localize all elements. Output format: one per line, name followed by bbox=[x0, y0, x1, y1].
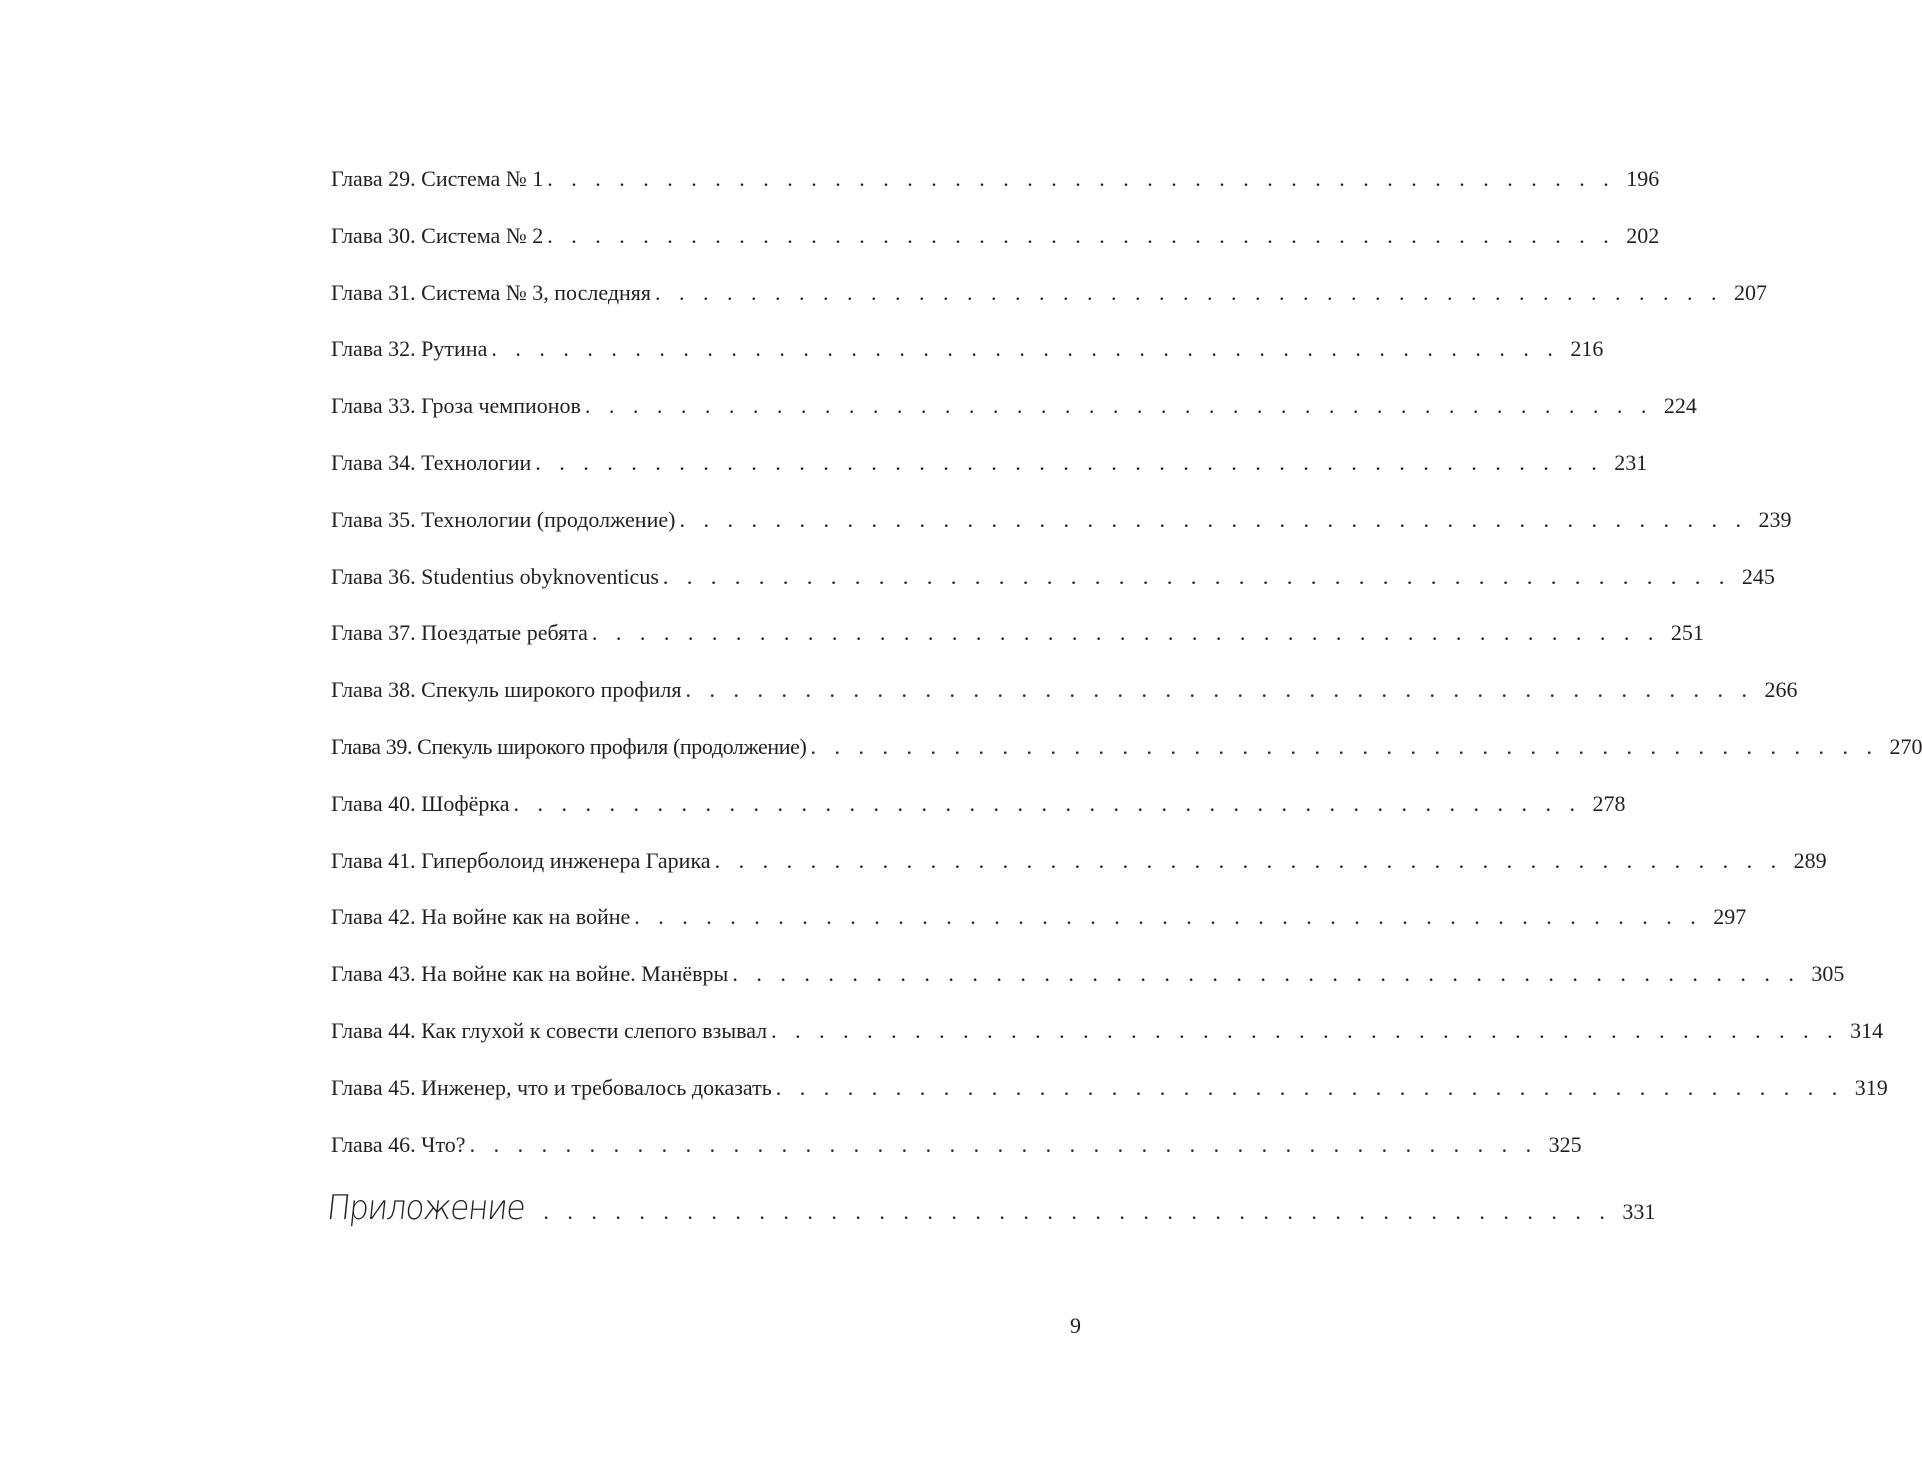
toc-entry-page: 266 bbox=[1764, 677, 1798, 703]
toc-entry-title: Глава 35. Технологии (продолжение) bbox=[331, 506, 676, 532]
toc-entry-page: 207 bbox=[1734, 279, 1768, 305]
toc-entry bbox=[331, 677, 1798, 734]
toc-entry-page: 297 bbox=[1713, 904, 1747, 930]
toc-entry-page: 239 bbox=[1758, 506, 1792, 532]
toc-entry-title: Глава 38. Спекуль широкого профиля bbox=[331, 677, 682, 703]
toc-entry-title: Глава 39. Спекуль широкого профиля (продолжение) bbox=[331, 733, 807, 759]
toc-entry-page: 305 bbox=[1811, 961, 1845, 987]
toc-entry bbox=[331, 222, 1660, 280]
toc-dot-leader: . . . . . . . . . . . . . . . . . . . . . . . . . . . . . . . . . . . . . . . . . . . . . bbox=[662, 563, 1731, 589]
toc-dot-leader: . . . . . . . . . . . . . . . . . . . . . . . . . . . . . . . . . . . . . . . . . . . . . bbox=[547, 222, 1616, 248]
toc-dot-leader: . . . . . . . . . . . . . . . . . . . . . . . . . . . . . . . . . . . . . . . . . . . . . bbox=[775, 1074, 1844, 1100]
appendix-page: 331 bbox=[1622, 1199, 1656, 1225]
toc-dot-leader: . . . . . . . . . . . . . . . . . . . . . . . . . . . . . . . . . . . . . . . . . . . . . bbox=[714, 847, 1783, 873]
toc-entry bbox=[331, 1074, 1888, 1132]
toc-entry-page: 202 bbox=[1626, 222, 1660, 248]
page-number: 9 bbox=[1070, 1313, 1081, 1338]
toc-entry-title: Глава 30. Система № 2 bbox=[331, 222, 544, 248]
toc-entry-title: Глава 34. Технологии bbox=[331, 449, 532, 475]
toc-entry-title: Глава 31. Система № 3, последняя bbox=[331, 279, 652, 305]
toc-dot-leader: . . . . . . . . . . . . . . . . . . . . . . . . . . . . . . . . . . . . . . . . . . . . . bbox=[543, 1199, 1612, 1225]
toc-entry-page: 270 bbox=[1889, 733, 1922, 759]
toc-entry-title: Глава 45. Инженер, что и требовалось доказать bbox=[331, 1074, 772, 1100]
toc-entry-page: 314 bbox=[1850, 1017, 1884, 1043]
toc-entry-page: 216 bbox=[1570, 336, 1604, 362]
toc-dot-leader: . . . . . . . . . . . . . . . . . . . . . . . . . . . . . . . . . . . . . . . . . . . . . bbox=[491, 336, 1560, 362]
toc-entry-title: Глава 41. Гиперболоид инженера Гарика bbox=[331, 847, 711, 873]
toc-dot-leader: . . . . . . . . . . . . . . . . . . . . . . . . . . . . . . . . . . . . . . . . . . . . . bbox=[655, 279, 1724, 305]
toc-dot-leader: . . . . . . . . . . . . . . . . . . . . . . . . . . . . . . . . . . . . . . . . . . . . . bbox=[771, 1017, 1840, 1043]
toc-dot-leader: . . . . . . . . . . . . . . . . . . . . . . . . . . . . . . . . . . . . . . . . . . . . . bbox=[535, 449, 1604, 475]
toc-entry bbox=[331, 961, 1845, 1018]
toc-entry-title: Глава 40. Шофёрка bbox=[331, 790, 510, 816]
toc-entry-page: 196 bbox=[1626, 166, 1660, 191]
toc-entry bbox=[331, 393, 1697, 450]
appendix-title: Приложение bbox=[325, 1188, 527, 1229]
toc-dot-leader: . . . . . . . . . . . . . . . . . . . . . . . . . . . . . . . . . . . . . . . . . . . . . bbox=[513, 790, 1582, 816]
toc-entry bbox=[331, 620, 1704, 677]
toc-entry-title: Глава 33. Гроза чемпионов bbox=[331, 393, 581, 419]
toc-entry-page: 289 bbox=[1793, 847, 1827, 873]
toc-entry-title: Глава 42. На войне как на войне bbox=[331, 904, 631, 930]
toc-dot-leader: . . . . . . . . . . . . . . . . . . . . . . . . . . . . . . . . . . . . . . . . . . . . . bbox=[634, 904, 1703, 930]
toc-dot-leader: . . . . . . . . . . . . . . . . . . . . . . . . . . . . . . . . . . . . . . . . . . . . . bbox=[732, 961, 1801, 987]
toc-entry-page: 278 bbox=[1592, 790, 1626, 816]
toc-entry bbox=[331, 1017, 1884, 1075]
toc-entry-title: Глава 32. Рутина bbox=[331, 336, 488, 362]
toc-dot-leader: . . . . . . . . . . . . . . . . . . . . . . . . . . . . . . . . . . . . . . . . . . . . . bbox=[591, 620, 1660, 646]
toc-entry-appendix bbox=[325, 1188, 1656, 1250]
toc-entry-title: Глава 43. На войне как на войне. Манёвры bbox=[331, 961, 729, 987]
toc-entry bbox=[331, 790, 1626, 848]
toc-entry bbox=[331, 904, 1747, 961]
toc-entry bbox=[331, 847, 1827, 905]
toc-entry-title: Глава 46. Что? bbox=[331, 1131, 466, 1157]
table-of-contents bbox=[325, 166, 1922, 1250]
toc-entry-title: Глава 44. Как глухой к совести слепого взывал bbox=[331, 1017, 768, 1043]
toc-entry bbox=[331, 279, 1768, 337]
toc-dot-leader: . . . . . . . . . . . . . . . . . . . . . . . . . . . . . . . . . . . . . . . . . . . . . bbox=[679, 506, 1748, 532]
toc-dot-leader: . . . . . . . . . . . . . . . . . . . . . . . . . . . . . . . . . . . . . . . . . . . . . bbox=[469, 1131, 1538, 1157]
toc-entry bbox=[331, 733, 1922, 791]
toc-entry bbox=[331, 336, 1604, 393]
toc-entry bbox=[331, 166, 1660, 223]
toc-entry-page: 251 bbox=[1670, 620, 1704, 646]
toc-entry-page: 245 bbox=[1741, 563, 1775, 589]
toc-dot-leader: . . . . . . . . . . . . . . . . . . . . . . . . . . . . . . . . . . . . . . . . . . . . . bbox=[547, 166, 1616, 191]
toc-entry bbox=[331, 1131, 1582, 1189]
toc-dot-leader: . . . . . . . . . . . . . . . . . . . . . . . . . . . . . . . . . . . . . . . . . . . . . bbox=[584, 393, 1653, 419]
toc-entry-page: 231 bbox=[1614, 449, 1648, 475]
toc-entry-page: 325 bbox=[1548, 1131, 1582, 1157]
toc-entry-title: Глава 29. Система № 1 bbox=[331, 166, 544, 191]
toc-entry bbox=[331, 506, 1792, 564]
toc-entry-page: 224 bbox=[1663, 393, 1697, 419]
toc-entry-title: Глава 36. Studentius obyknoventicus bbox=[331, 563, 659, 589]
toc-dot-leader: . . . . . . . . . . . . . . . . . . . . . . . . . . . . . . . . . . . . . . . . . . . . . bbox=[685, 677, 1754, 703]
toc-entry-title: Глава 37. Поездатые ребята bbox=[331, 620, 588, 646]
toc-entry bbox=[331, 563, 1775, 621]
toc-dot-leader: . . . . . . . . . . . . . . . . . . . . . . . . . . . . . . . . . . . . . . . . . . . . . bbox=[810, 733, 1879, 759]
toc-entry-page: 319 bbox=[1854, 1074, 1888, 1100]
toc-entry bbox=[331, 449, 1648, 507]
